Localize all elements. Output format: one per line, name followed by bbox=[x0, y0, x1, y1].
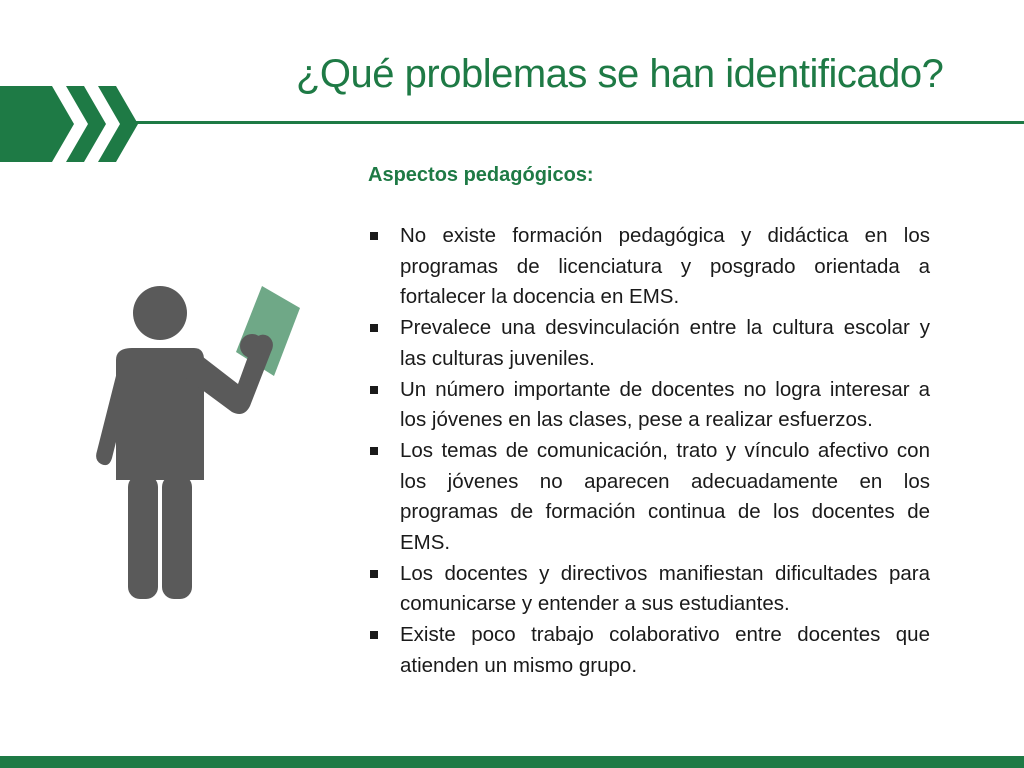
bullet-item bbox=[368, 313, 930, 374]
square-bullet-icon bbox=[370, 232, 378, 240]
bullet-item bbox=[368, 620, 930, 681]
square-bullet-icon bbox=[370, 447, 378, 455]
bullet-item bbox=[368, 375, 930, 436]
title-underline bbox=[130, 121, 1024, 124]
footer-bar bbox=[0, 756, 1024, 768]
bullet-text: Existe poco trabajo colaborativo entre docentes que atienden un mismo grupo. bbox=[400, 623, 930, 677]
bullet-text: Prevalece una desvinculación entre la cultura escolar y las culturas juveniles. bbox=[400, 316, 930, 370]
square-bullet-icon bbox=[370, 631, 378, 639]
bullet-item bbox=[368, 221, 930, 313]
bullet-text: Los docentes y directivos manifiestan dificultades para comunicarse y entender a sus estudiantes. bbox=[400, 561, 930, 616]
bullet-list bbox=[368, 221, 930, 682]
bullet-text: Los temas de comunicación, trato y vínculo afectivo con los jóvenes no aparecen adecuadamente en los programas de formación continua de los docentes de EMS. bbox=[400, 438, 930, 555]
square-bullet-icon bbox=[370, 324, 378, 332]
slide-title: ¿Qué problemas se han identificado? bbox=[296, 52, 944, 96]
section-subtitle: Aspectos pedagógicos: bbox=[368, 164, 594, 186]
chevron-banner-icon bbox=[0, 86, 140, 162]
bullet-text: No existe formación pedagógica y didáctica en los programas de licenciatura y posgrado orientada a fortalecer la docencia en EMS. bbox=[400, 224, 930, 309]
square-bullet-icon bbox=[370, 570, 378, 578]
bullet-item bbox=[368, 559, 930, 620]
bullet-text: Un número importante de docentes no logra interesar a los jóvenes en las clases, pese a realizar esfuerzos. bbox=[400, 377, 930, 432]
bullet-item bbox=[368, 436, 930, 559]
content-panel bbox=[368, 160, 930, 682]
person-holding-paper-icon bbox=[90, 280, 320, 610]
square-bullet-icon bbox=[370, 386, 378, 394]
